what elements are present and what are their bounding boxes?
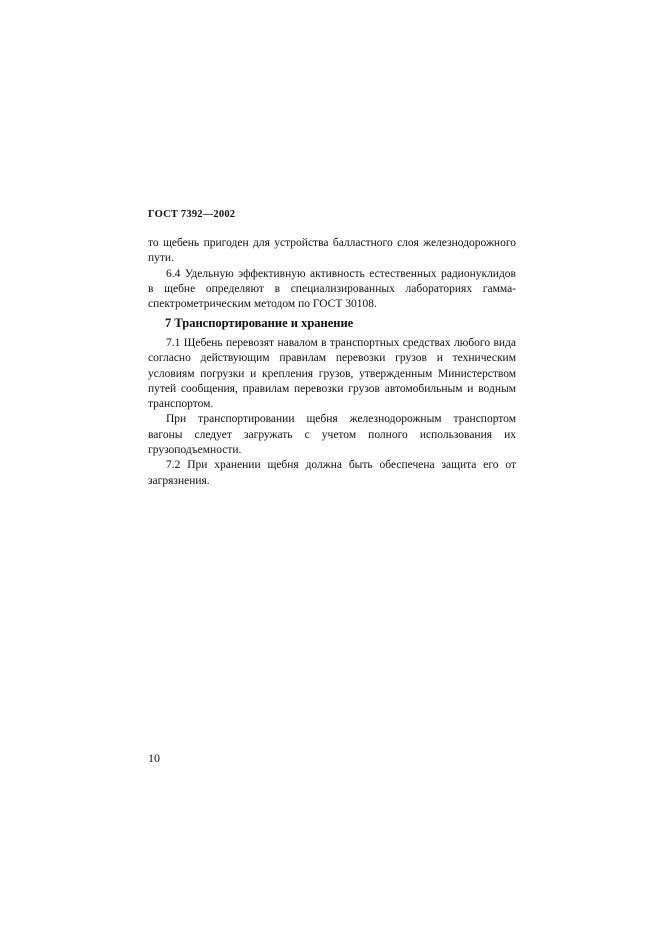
paragraph-continuation: то щебень пригоден для устройства балластного слоя железнодорожного пути.	[148, 237, 516, 265]
paragraph-7-1: 7.1 Щебень перевозят навалом в транспортных средствах любого вида согласно действующим правилам перевозки грузов и техническим условиям погрузки и крепления грузов, утвержденным Министерством путей сообщения, правилам перевозки грузов автомобильным и водным транспортом.	[148, 337, 516, 411]
paragraph-7-1-continued: При транспортировании щебня железнодорожным транспортом вагоны следует загружать с учетом полного использования их грузоподъемности.	[148, 413, 516, 457]
paragraph-6-4: 6.4 Удельную эффективную активность естественных радионуклидов в щебне определяют в специализированных лабораториях гамма-спектрометрическим методом по ГОСТ 30108.	[148, 267, 516, 311]
document-header: ГОСТ 7392—2002	[148, 209, 236, 220]
section-7-body	[148, 336, 516, 489]
section-6-continuation	[148, 236, 516, 312]
section-7-title: 7 Транспортирование и хранение	[165, 316, 354, 330]
page-number: 10	[148, 751, 160, 765]
paragraph-7-2: 7.2 При хранении щебня должна быть обеспечена защита его от загрязнения.	[148, 459, 516, 487]
